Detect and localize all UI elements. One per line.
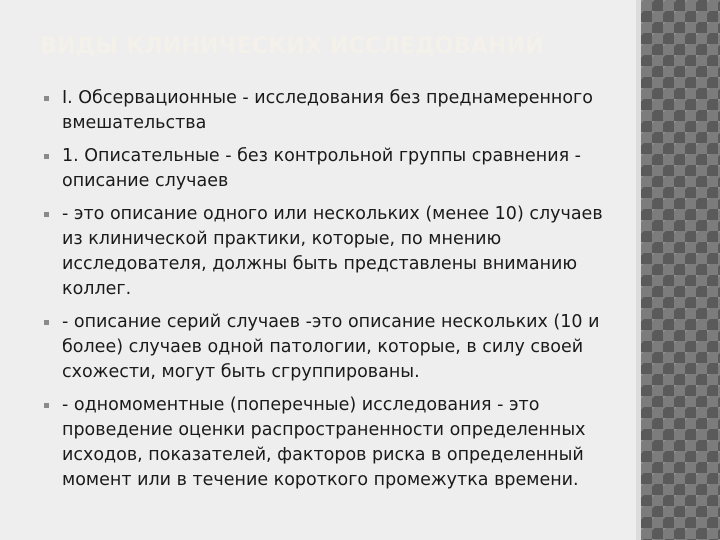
bullet-text: 1. Описательные - без контрольной группы сравнения - описание случаев [62,146,581,191]
bullet-text: - это описание одного или нескольких (менее 10) случаев из клинической практики, которые, по мнению исследователя, должны быть представлены вниманию коллег. [62,204,603,299]
square-bullet-icon [44,96,49,101]
square-bullet-icon [44,403,49,408]
square-bullet-icon [44,154,49,159]
decorative-pattern-strip [641,0,720,540]
bullet-item-case-report [44,202,628,302]
square-bullet-icon [44,320,49,325]
slide-title: ВИДЫ КЛИНИЧЕСКИХ ИССЛЕДОВАНИЙ [40,34,544,59]
bullet-item-descriptive [44,144,628,194]
square-bullet-icon [44,212,49,217]
bullet-item-case-series [44,310,628,385]
bullet-list [44,86,628,501]
bullet-text: - описание серий случаев -это описание нескольких (10 и более) случаев одной патологии, которые, в силу своей схожести, могут быть сгруппированы. [62,312,600,382]
bullet-item-cross-sectional [44,393,628,493]
bullet-text: I. Обсервационные - исследования без преднамеренного вмешательства [62,88,593,133]
bullet-text: - одномоментные (поперечные) исследования - это проведение оценки распространенности определенных исходов, показателей, факторов риска в определенный момент или в течение короткого промежутка времени. [62,395,586,490]
bullet-item-observational [44,86,628,136]
